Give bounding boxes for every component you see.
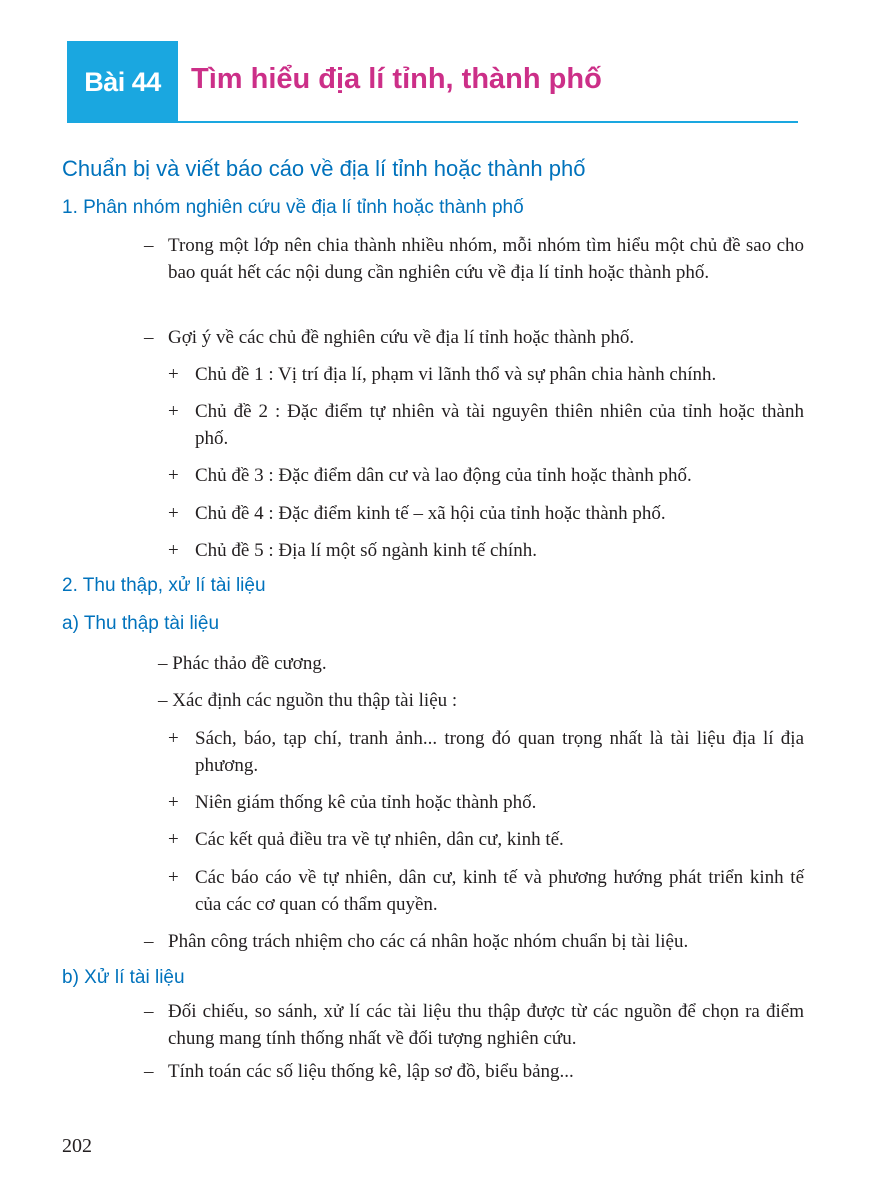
lesson-header [67,41,798,123]
plus-marker: + [168,540,179,561]
dash-marker: – [144,931,154,952]
source-3: Các kết quả điều tra về tự nhiên, dân cư, kinh tế. [195,829,564,850]
plus-marker: + [168,829,179,850]
dash-marker: – [144,1001,154,1022]
section2b-heading: b) Xử lí tài liệu [62,967,185,988]
dash-marker: – [144,327,154,348]
source-1: Sách, báo, tạp chí, tranh ảnh... trong đó quan trọng nhất là tài liệu địa lí địa phương. [195,728,804,776]
plus-marker: + [168,401,179,422]
page-number: 202 [62,1135,92,1157]
section2a-heading: a) Thu thập tài liệu [62,613,220,634]
topic-4: Chủ đề 4 : Đặc điểm kinh tế – xã hội của tỉnh hoặc thành phố. [195,503,666,524]
plus-marker: + [168,867,179,888]
assign-item: Phân công trách nhiệm cho các cá nhân hoặc nhóm chuẩn bị tài liệu. [168,931,689,952]
plus-marker: + [168,465,179,486]
topic-3: Chủ đề 3 : Đặc điểm dân cư và lao động của tỉnh hoặc thành phố. [195,465,692,486]
lesson-label: Bài 44 [67,41,178,123]
section1-item-1: Trong một lớp nên chia thành nhiều nhóm, mỗi nhóm tìm hiểu một chủ đề sao cho bao quát hết các nội dung cần nghiên cứu về địa lí tỉnh hoặc thành phố. [168,235,804,283]
topic-5: Chủ đề 5 : Địa lí một số ngành kinh tế chính. [195,540,537,561]
dash-marker: – [144,235,154,256]
source-2: Niên giám thống kê của tỉnh hoặc thành phố. [195,792,537,813]
plus-marker: + [168,503,179,524]
sources-line: – Xác định các nguồn thu thập tài liệu : [158,690,458,711]
outline-line: – Phác thảo đề cương. [158,653,327,674]
dash-marker: – [144,1061,154,1082]
plus-marker: + [168,728,179,749]
section2-heading: 2. Thu thập, xử lí tài liệu [62,575,266,596]
source-4: Các báo cáo về tự nhiên, dân cư, kinh tế và phương hướng phát triển kinh tế của các cơ quan có thẩm quyền. [195,867,804,915]
process-item-2: Tính toán các số liệu thống kê, lập sơ đồ, biểu bảng... [168,1061,574,1082]
main-heading: Chuẩn bị và viết báo cáo về địa lí tỉnh hoặc thành phố [62,156,586,181]
section1-item-2: Gợi ý về các chủ đề nghiên cứu về địa lí tỉnh hoặc thành phố. [168,327,635,348]
section1-heading: 1. Phân nhóm nghiên cứu về địa lí tỉnh hoặc thành phố [62,197,524,218]
topic-1: Chủ đề 1 : Vị trí địa lí, phạm vi lãnh thổ và sự phân chia hành chính. [195,364,717,385]
header-divider [178,121,798,123]
plus-marker: + [168,792,179,813]
process-item-1: Đối chiếu, so sánh, xử lí các tài liệu thu thập được từ các nguồn để chọn ra điểm chung mang tính thống nhất về đối tượng nghiên cứu. [168,1001,804,1049]
lesson-title: Tìm hiểu địa lí tỉnh, thành phố [191,63,602,95]
topic-2: Chủ đề 2 : Đặc điểm tự nhiên và tài nguyên thiên nhiên của tỉnh hoặc thành phố. [195,401,804,449]
plus-marker: + [168,364,179,385]
